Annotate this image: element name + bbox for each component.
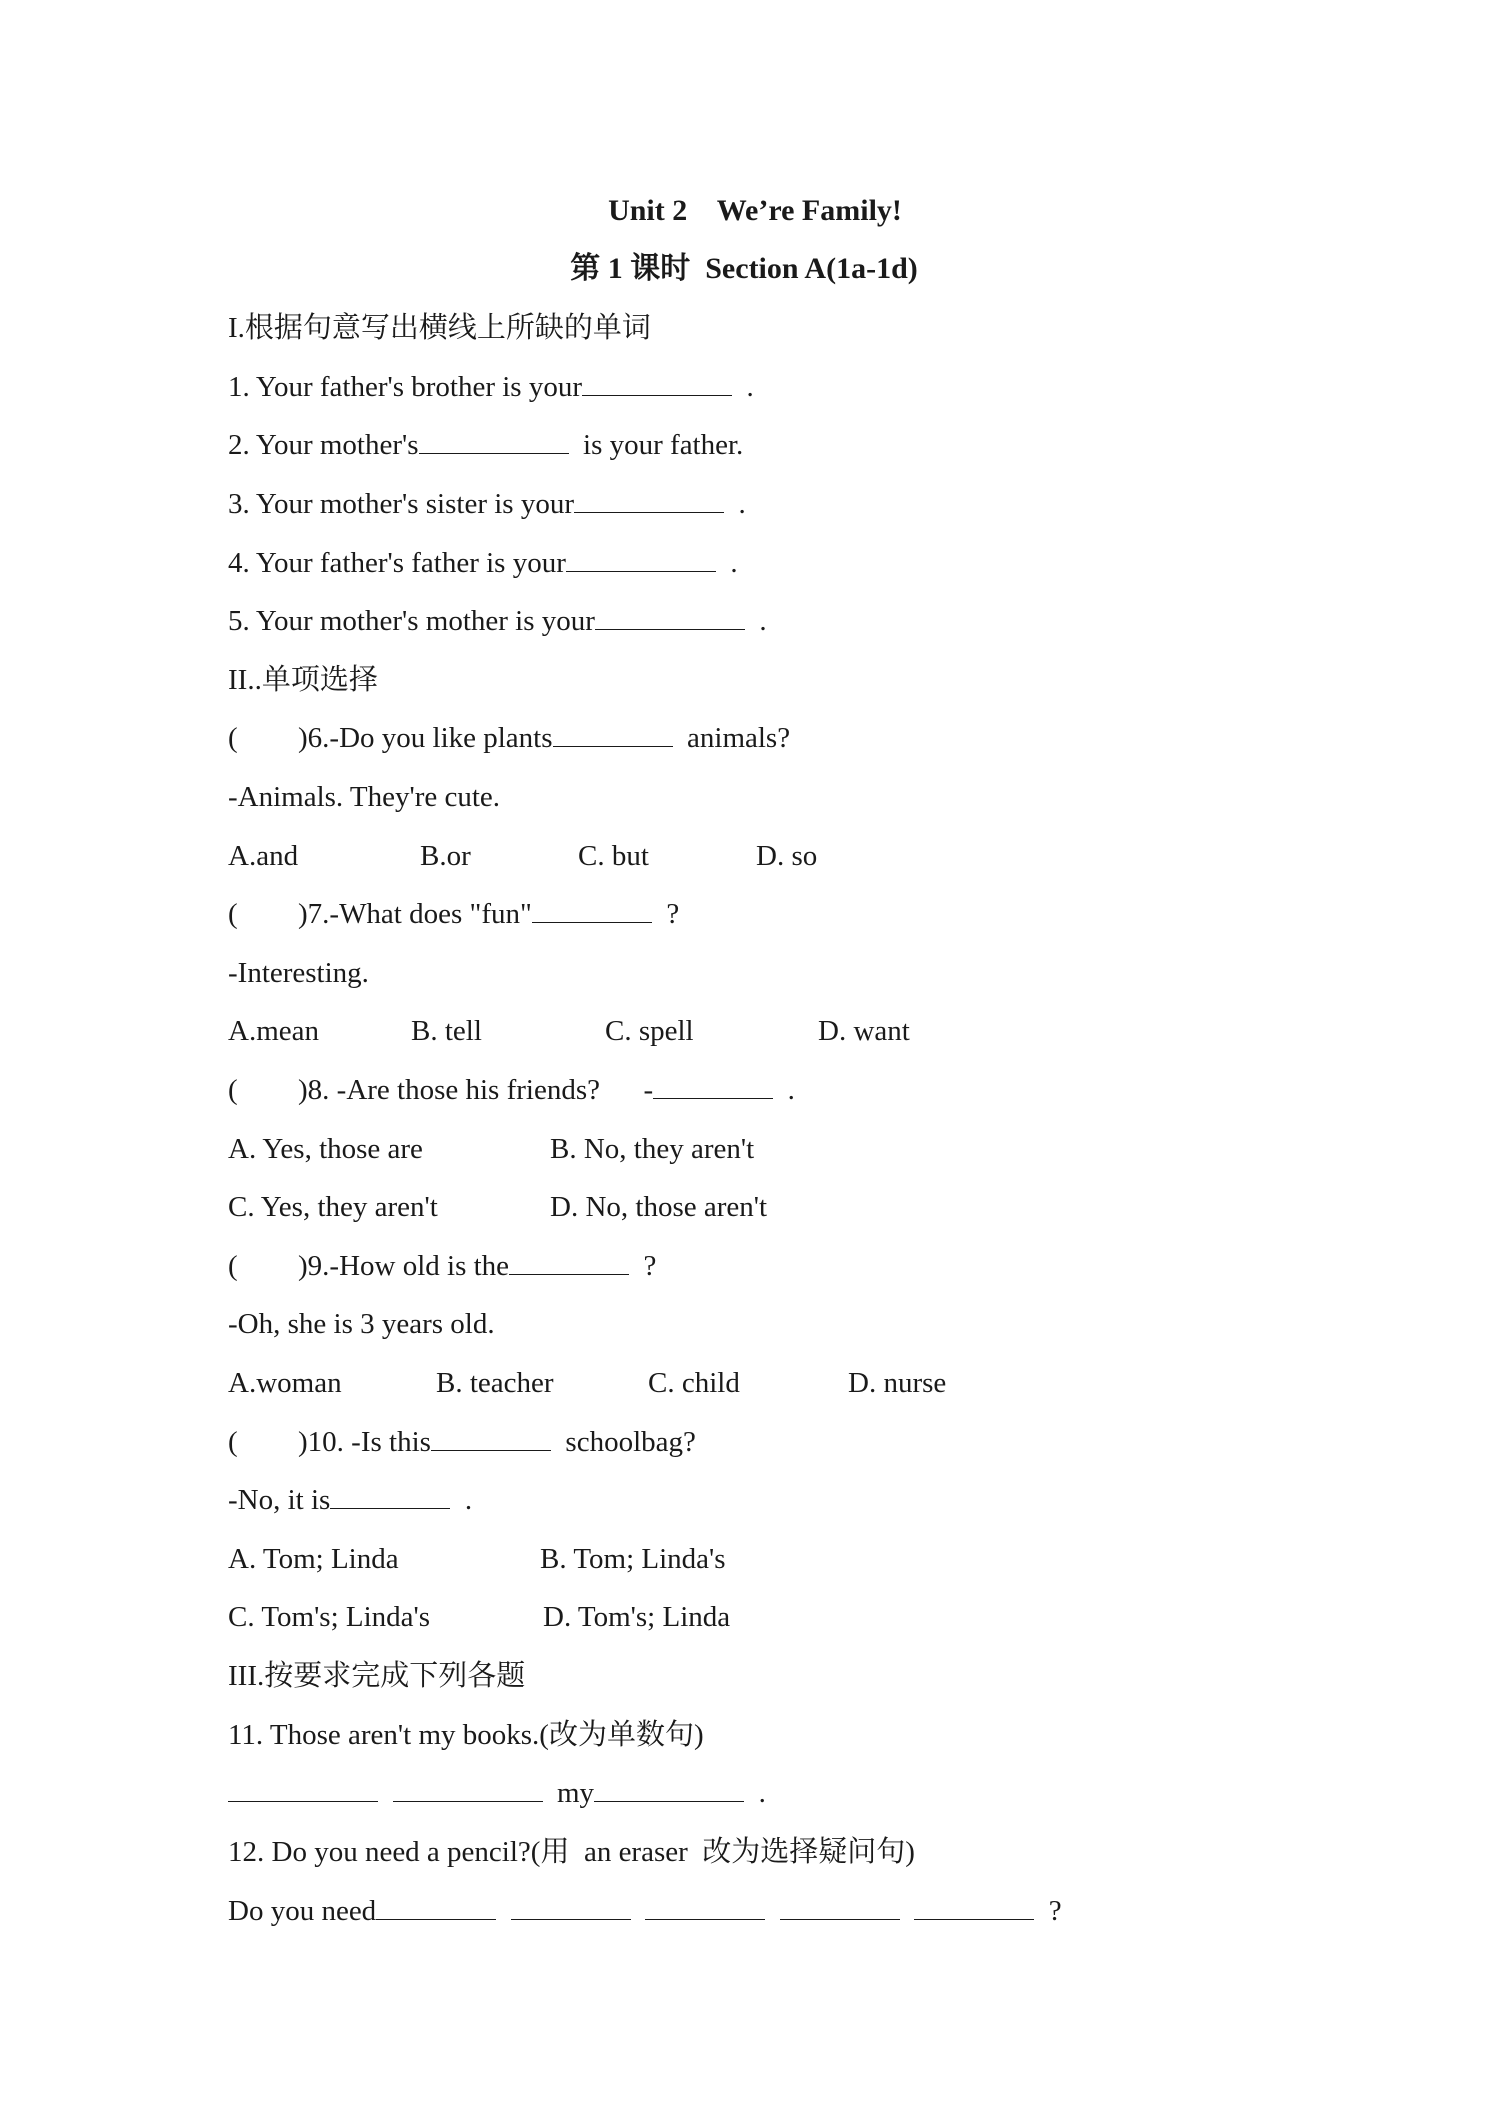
answer-blank[interactable]	[376, 1891, 496, 1920]
answer-paren[interactable]: (	[228, 722, 238, 754]
answer-blank[interactable]	[511, 1891, 631, 1920]
answer-blank[interactable]	[228, 1773, 378, 1802]
option-d[interactable]: D. No, those aren't	[550, 1191, 768, 1223]
lesson-title: 第 1 课时 Section A(1a-1d)	[570, 252, 918, 285]
question-8: ( )8. -Are those his friends? - .	[228, 1070, 795, 1110]
question-9: ( )9.-How old is the ?	[228, 1246, 656, 1286]
answer-blank[interactable]	[780, 1891, 900, 1920]
question-4: 4. Your father's father is your .	[228, 543, 738, 583]
option-c[interactable]: C. Tom's; Linda's	[228, 1601, 431, 1633]
question-11: 11. Those aren't my books.(改为单数句)	[228, 1719, 704, 1751]
answer-paren[interactable]: (	[228, 898, 238, 930]
question-11-answer: my .	[228, 1773, 766, 1813]
question-10-reply: -No, it is .	[228, 1480, 472, 1520]
option-b[interactable]: B. teacher	[436, 1367, 554, 1399]
option-a[interactable]: A.and	[228, 840, 299, 872]
answer-blank[interactable]	[393, 1773, 543, 1802]
option-a[interactable]: A. Yes, those are	[228, 1133, 423, 1165]
section2-heading: II..单项选择	[228, 664, 378, 696]
answer-paren[interactable]: (	[228, 1250, 238, 1282]
answer-blank[interactable]	[595, 601, 745, 630]
section3-heading: III.按要求完成下列各题	[228, 1660, 526, 1692]
answer-blank[interactable]	[653, 1070, 773, 1099]
question-7-reply: -Interesting.	[228, 957, 369, 989]
option-d[interactable]: D. want	[818, 1015, 910, 1047]
option-c[interactable]: C. child	[648, 1367, 740, 1399]
option-c[interactable]: C. spell	[605, 1015, 694, 1047]
answer-blank[interactable]	[553, 718, 673, 747]
answer-blank[interactable]	[509, 1246, 629, 1275]
answer-blank[interactable]	[330, 1480, 450, 1509]
question-3: 3. Your mother's sister is your .	[228, 484, 746, 524]
answer-blank[interactable]	[431, 1422, 551, 1451]
question-2: 2. Your mother's is your father.	[228, 425, 743, 465]
question-12: 12. Do you need a pencil?(用 an eraser 改为选择疑问句)	[228, 1836, 915, 1868]
question-6: ( )6.-Do you like plants animals?	[228, 718, 790, 758]
option-b[interactable]: B. No, they aren't	[550, 1133, 755, 1165]
answer-blank[interactable]	[574, 484, 724, 513]
question-5: 5. Your mother's mother is your .	[228, 601, 767, 641]
answer-blank[interactable]	[645, 1891, 765, 1920]
answer-paren[interactable]: (	[228, 1426, 238, 1458]
option-a[interactable]: A.mean	[228, 1015, 319, 1047]
option-a[interactable]: A.woman	[228, 1367, 342, 1399]
question-6-reply: -Animals. They're cute.	[228, 781, 501, 813]
option-d[interactable]: D. Tom's; Linda	[543, 1601, 731, 1633]
answer-blank[interactable]	[566, 543, 716, 572]
question-10: ( )10. -Is this schoolbag?	[228, 1422, 696, 1462]
option-d[interactable]: D. so	[756, 840, 818, 872]
option-b[interactable]: B. Tom; Linda's	[540, 1543, 726, 1575]
option-b[interactable]: B. tell	[411, 1015, 482, 1047]
answer-blank[interactable]	[419, 425, 569, 454]
unit-title: Unit 2 We’re Family!	[608, 194, 902, 227]
answer-blank[interactable]	[532, 894, 652, 923]
answer-blank[interactable]	[914, 1891, 1034, 1920]
section1-heading: I.根据句意写出横线上所缺的单词	[228, 312, 651, 344]
question-9-reply: -Oh, she is 3 years old.	[228, 1308, 495, 1340]
option-d[interactable]: D. nurse	[848, 1367, 947, 1399]
option-a[interactable]: A. Tom; Linda	[228, 1543, 399, 1575]
answer-paren[interactable]: (	[228, 1074, 238, 1106]
option-b[interactable]: B.or	[420, 840, 471, 872]
answer-blank[interactable]	[594, 1773, 744, 1802]
option-c[interactable]: C. Yes, they aren't	[228, 1191, 438, 1223]
question-12-answer: Do you need ?	[228, 1891, 1062, 1931]
question-7: ( )7.-What does "fun" ?	[228, 894, 679, 934]
answer-blank[interactable]	[582, 367, 732, 396]
option-c[interactable]: C. but	[578, 840, 649, 872]
question-1: 1. Your father's brother is your .	[228, 367, 754, 407]
